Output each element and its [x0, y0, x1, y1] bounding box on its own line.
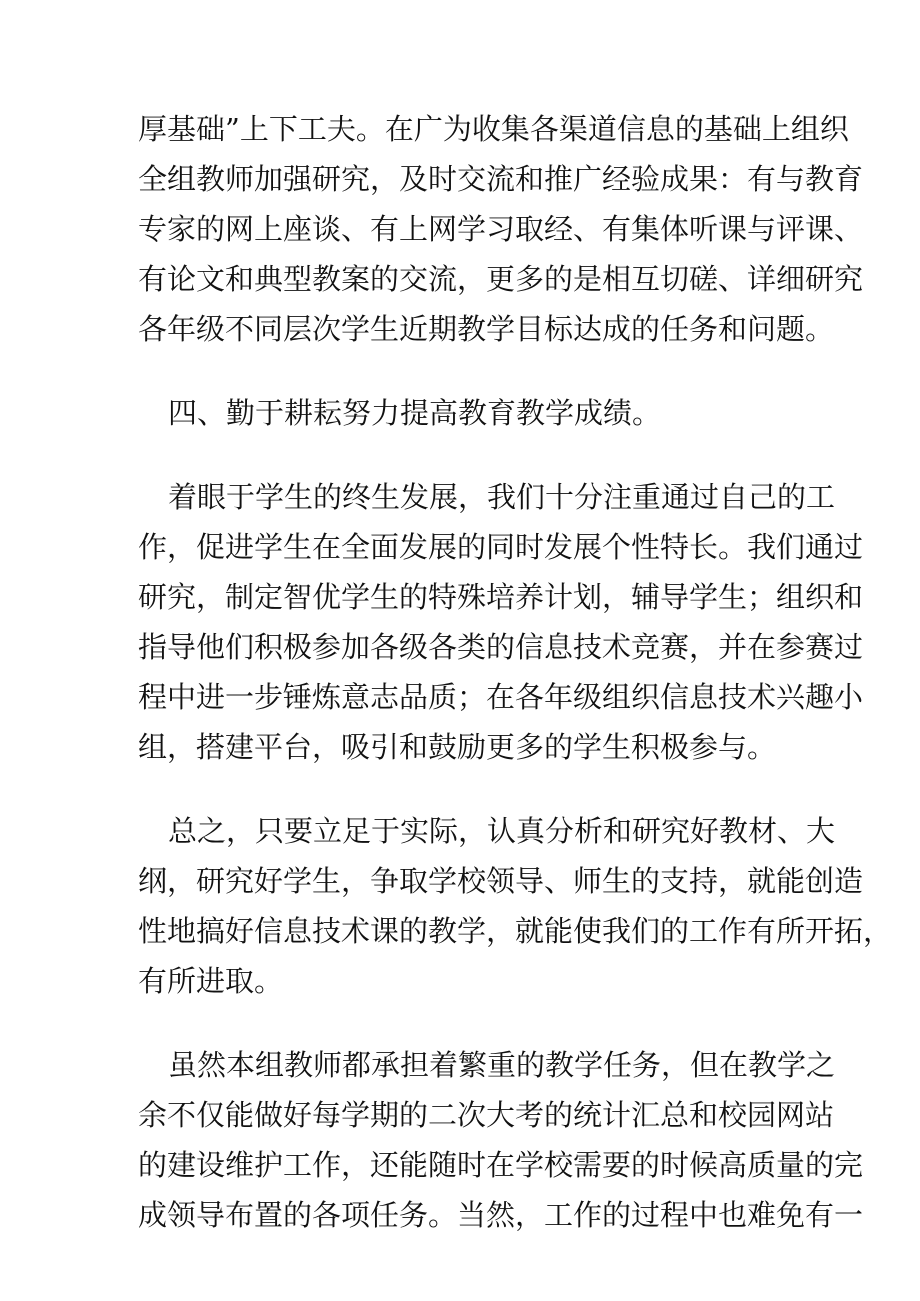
text-line: 成领导布置的各项任务。当然，工作的过程中也难免有一	[138, 1198, 864, 1232]
paragraph-spacer	[138, 1006, 798, 1040]
text-line: 全组教师加强研究，及时交流和推广经验成果：有与教育	[138, 162, 864, 196]
text-line: 有论文和典型教案的交流，更多的是相互切磋、详细研究	[138, 262, 864, 296]
paragraph-spacer	[138, 772, 798, 806]
text-line: 组，搭建平台，吸引和鼓励更多的学生积极参与。	[138, 730, 777, 764]
text-line: 总之，只要立足于实际，认真分析和研究好教材、大	[168, 814, 836, 848]
text-line: 研究，制定智优学生的特殊培养计划，辅导学生；组织和	[138, 580, 864, 614]
text-line: 指导他们积极参加各级各类的信息技术竞赛，并在参赛过	[138, 630, 864, 664]
text-line: 专家的网上座谈、有上网学习取经、有集体听课与评课、	[138, 212, 864, 246]
text-line: 有所进取。	[138, 964, 284, 998]
paragraph-1	[138, 104, 864, 354]
document-body	[138, 104, 893, 1240]
text-line: 作，促进学生在全面发展的同时发展个性特长。我们通过	[138, 530, 864, 564]
text-line: 虽然本组教师都承担着繁重的教学任务，但在教学之	[168, 1048, 836, 1082]
section-heading: 四、勤于耕耘努力提高教育教学成绩。	[168, 396, 662, 430]
paragraph-4	[138, 806, 893, 1006]
text-line: 余不仅能做好每学期的二次大考的统计汇总和校园网站	[138, 1098, 835, 1132]
paragraph-3	[138, 472, 864, 772]
text-line: 的建设维护工作，还能随时在学校需要的时候高质量的完	[138, 1148, 864, 1182]
text-line: 各年级不同层次学生近期教学目标达成的任务和问题。	[138, 312, 835, 346]
paragraph-spacer	[138, 354, 798, 388]
text-line: 纲，研究好学生，争取学校领导、师生的支持，就能创造	[138, 864, 864, 898]
paragraph-5	[138, 1040, 864, 1240]
text-line: 程中进一步锤炼意志品质；在各年级组织信息技术兴趣小	[138, 680, 864, 714]
paragraph-spacer	[138, 438, 798, 472]
paragraph-heading-4	[138, 388, 798, 438]
text-line: 厚基础”上下工夫。在广为收集各渠道信息的基础上组织	[138, 112, 849, 146]
text-line: 性地搞好信息技术课的教学，就能使我们的工作有所开拓，	[138, 914, 893, 948]
text-line: 着眼于学生的终生发展，我们十分注重通过自己的工	[168, 480, 836, 514]
